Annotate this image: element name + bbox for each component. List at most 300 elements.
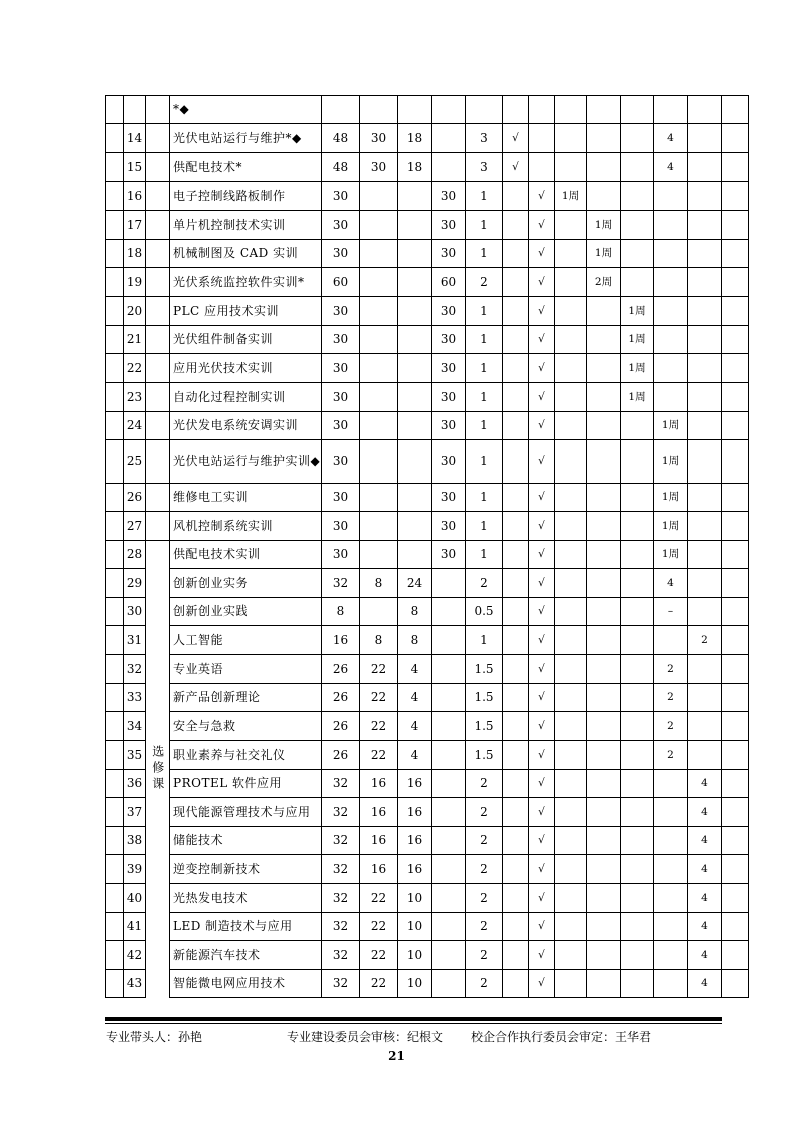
cell-s6 — [722, 655, 749, 684]
cell-s2 — [587, 684, 621, 712]
course-name: 供配电技术* — [170, 153, 322, 182]
cell-exam — [503, 855, 529, 884]
table-row — [106, 770, 749, 798]
cell-weeks: 30 — [432, 354, 466, 383]
cell-s3 — [621, 412, 654, 440]
cell-exam — [503, 569, 529, 598]
cell-s6 — [722, 712, 749, 741]
cell-check: √ — [529, 354, 555, 383]
table-row — [106, 211, 749, 240]
cell-s4 — [654, 268, 688, 297]
cell-check: √ — [529, 684, 555, 712]
cell-s3 — [621, 626, 654, 655]
cell-s2 — [587, 412, 621, 440]
cell-s2 — [587, 326, 621, 354]
cell-exam — [503, 326, 529, 354]
cell-s3 — [621, 827, 654, 855]
cell-total: 32 — [322, 941, 360, 970]
cell-s4: 1周 — [654, 412, 688, 440]
cell-practice — [398, 512, 432, 541]
footer-committee: 专业建设委员会审核：纪根文 — [287, 1030, 444, 1044]
cell-s3 — [621, 182, 654, 211]
cell-s1 — [555, 712, 587, 741]
row-number: 20 — [124, 297, 146, 326]
cell-s6 — [722, 913, 749, 941]
row-number: 14 — [124, 124, 146, 153]
cell-theory — [360, 383, 398, 412]
footer-rule-thick — [105, 1017, 722, 1021]
cell-weeks: 30 — [432, 240, 466, 268]
cell-total: 30 — [322, 326, 360, 354]
cell-s1 — [555, 798, 587, 827]
cell-s6 — [722, 941, 749, 970]
cell-total: 30 — [322, 412, 360, 440]
table-row — [106, 182, 749, 211]
cell-check: √ — [529, 741, 555, 770]
category-cell — [146, 484, 170, 512]
left-margin-cell — [106, 941, 124, 970]
cell-practice — [398, 484, 432, 512]
course-name: 职业素养与社交礼仪 — [170, 741, 322, 770]
cell-exam — [503, 655, 529, 684]
cell-weeks: 30 — [432, 512, 466, 541]
cell-credits: 2 — [466, 970, 503, 998]
cell-theory: 16 — [360, 770, 398, 798]
left-margin-cell — [106, 412, 124, 440]
cell-s1 — [555, 124, 587, 153]
table-row — [106, 512, 749, 541]
table-row — [106, 884, 749, 913]
row-number: 23 — [124, 383, 146, 412]
course-name: 创新创业实践 — [170, 598, 322, 626]
category-cell — [146, 297, 170, 326]
cell-s4 — [654, 941, 688, 970]
cell-practice — [398, 96, 432, 124]
cell-s3 — [621, 684, 654, 712]
cell-s5: 4 — [688, 798, 722, 827]
cell-s4 — [654, 383, 688, 412]
table-row — [106, 440, 749, 484]
table-row — [106, 240, 749, 268]
row-number: 15 — [124, 153, 146, 182]
cell-s5 — [688, 655, 722, 684]
cell-s5 — [688, 741, 722, 770]
cell-s4 — [654, 240, 688, 268]
table-row — [106, 626, 749, 655]
row-number: 22 — [124, 354, 146, 383]
cell-weeks — [432, 741, 466, 770]
cell-s4: 4 — [654, 153, 688, 182]
cell-credits: 2 — [466, 798, 503, 827]
cell-s6 — [722, 741, 749, 770]
cell-credits: 1 — [466, 383, 503, 412]
table-row — [106, 827, 749, 855]
cell-s1 — [555, 884, 587, 913]
cell-s1 — [555, 412, 587, 440]
cell-theory: 30 — [360, 153, 398, 182]
left-margin-cell — [106, 684, 124, 712]
cell-s6 — [722, 211, 749, 240]
cell-practice: 10 — [398, 941, 432, 970]
row-number: 21 — [124, 326, 146, 354]
cell-weeks — [432, 712, 466, 741]
cell-s3 — [621, 655, 654, 684]
cell-s2 — [587, 741, 621, 770]
cell-s4 — [654, 970, 688, 998]
cell-check: √ — [529, 512, 555, 541]
cell-s6 — [722, 440, 749, 484]
cell-exam — [503, 383, 529, 412]
cell-credits: 2 — [466, 884, 503, 913]
cell-exam — [503, 798, 529, 827]
cell-exam — [503, 884, 529, 913]
left-margin-cell — [106, 182, 124, 211]
cell-practice: 16 — [398, 770, 432, 798]
cell-total: 30 — [322, 383, 360, 412]
cell-s6 — [722, 569, 749, 598]
row-number: 38 — [124, 827, 146, 855]
cell-total: 32 — [322, 913, 360, 941]
cell-s6 — [722, 484, 749, 512]
cell-s1 — [555, 569, 587, 598]
cell-exam — [503, 96, 529, 124]
cell-s3 — [621, 569, 654, 598]
cell-check: √ — [529, 569, 555, 598]
course-name: *◆ — [170, 96, 322, 124]
cell-s1 — [555, 440, 587, 484]
row-number: 26 — [124, 484, 146, 512]
left-margin-cell — [106, 770, 124, 798]
cell-s1 — [555, 970, 587, 998]
cell-s5 — [688, 354, 722, 383]
cell-s6 — [722, 153, 749, 182]
cell-practice — [398, 326, 432, 354]
cell-practice: 16 — [398, 798, 432, 827]
cell-s4 — [654, 626, 688, 655]
table-row — [106, 541, 749, 569]
cell-total: 32 — [322, 884, 360, 913]
row-number: 34 — [124, 712, 146, 741]
cell-check: √ — [529, 970, 555, 998]
cell-check — [529, 153, 555, 182]
cell-exam — [503, 440, 529, 484]
cell-s2 — [587, 297, 621, 326]
elective-category-label: 选修课 — [146, 541, 170, 998]
cell-weeks — [432, 970, 466, 998]
cell-theory: 16 — [360, 798, 398, 827]
cell-s6 — [722, 240, 749, 268]
cell-s1 — [555, 913, 587, 941]
cell-s6 — [722, 326, 749, 354]
cell-s3 — [621, 598, 654, 626]
cell-check: √ — [529, 297, 555, 326]
category-cell — [146, 240, 170, 268]
cell-credits: 1 — [466, 541, 503, 569]
cell-s3 — [621, 855, 654, 884]
table-row — [106, 741, 749, 770]
table-row — [106, 941, 749, 970]
cell-credits: 1.5 — [466, 741, 503, 770]
cell-s3 — [621, 970, 654, 998]
cell-weeks — [432, 655, 466, 684]
cell-s2 — [587, 626, 621, 655]
cell-s4: 1周 — [654, 541, 688, 569]
cell-exam — [503, 354, 529, 383]
cell-s2 — [587, 827, 621, 855]
left-margin-cell — [106, 512, 124, 541]
cell-s2 — [587, 913, 621, 941]
cell-s2 — [587, 512, 621, 541]
cell-s6 — [722, 268, 749, 297]
table-row — [106, 484, 749, 512]
cell-weeks: 60 — [432, 268, 466, 297]
cell-s1 — [555, 855, 587, 884]
cell-s5: 2 — [688, 626, 722, 655]
table-row — [106, 598, 749, 626]
cell-practice: 16 — [398, 855, 432, 884]
cell-s2 — [587, 182, 621, 211]
cell-practice — [398, 541, 432, 569]
cell-s3 — [621, 884, 654, 913]
course-name: PROTEL 软件应用 — [170, 770, 322, 798]
cell-s5: 4 — [688, 913, 722, 941]
cell-practice — [398, 240, 432, 268]
cell-s3 — [621, 712, 654, 741]
cell-theory: 22 — [360, 741, 398, 770]
cell-total: 30 — [322, 240, 360, 268]
cell-s4: 2 — [654, 655, 688, 684]
cell-total: 30 — [322, 354, 360, 383]
cell-s3 — [621, 541, 654, 569]
cell-exam — [503, 182, 529, 211]
cell-s2 — [587, 124, 621, 153]
course-name: 光热发电技术 — [170, 884, 322, 913]
course-plan-table — [105, 95, 749, 998]
cell-exam — [503, 626, 529, 655]
cell-s1 — [555, 383, 587, 412]
cell-s1 — [555, 211, 587, 240]
cell-credits: 2 — [466, 913, 503, 941]
cell-s5 — [688, 240, 722, 268]
row-number: 43 — [124, 970, 146, 998]
cell-theory: 16 — [360, 855, 398, 884]
cell-practice: 18 — [398, 124, 432, 153]
cell-s2 — [587, 770, 621, 798]
cell-theory — [360, 326, 398, 354]
cell-s2: 1周 — [587, 211, 621, 240]
cell-practice: 4 — [398, 741, 432, 770]
left-margin-cell — [106, 884, 124, 913]
table-row — [106, 412, 749, 440]
cell-total — [322, 96, 360, 124]
left-margin-cell — [106, 598, 124, 626]
cell-weeks — [432, 569, 466, 598]
cell-theory — [360, 268, 398, 297]
cell-s6 — [722, 884, 749, 913]
course-name: 逆变控制新技术 — [170, 855, 322, 884]
cell-credits: 1 — [466, 412, 503, 440]
cell-s1 — [555, 827, 587, 855]
row-number: 42 — [124, 941, 146, 970]
course-name: 人工智能 — [170, 626, 322, 655]
cell-s3 — [621, 770, 654, 798]
cell-s1 — [555, 96, 587, 124]
cell-s2 — [587, 354, 621, 383]
table-row — [106, 96, 749, 124]
cell-s2 — [587, 569, 621, 598]
cell-check: √ — [529, 855, 555, 884]
cell-check — [529, 124, 555, 153]
cell-s1 — [555, 741, 587, 770]
cell-s4: 1周 — [654, 484, 688, 512]
cell-theory — [360, 541, 398, 569]
cell-weeks — [432, 884, 466, 913]
left-margin-cell — [106, 383, 124, 412]
cell-s3 — [621, 913, 654, 941]
row-number: 29 — [124, 569, 146, 598]
course-name: 维修电工实训 — [170, 484, 322, 512]
left-margin-cell — [106, 268, 124, 297]
cell-check: √ — [529, 798, 555, 827]
cell-s4 — [654, 913, 688, 941]
cell-theory: 16 — [360, 827, 398, 855]
course-name: 机械制图及 CAD 实训 — [170, 240, 322, 268]
cell-exam — [503, 770, 529, 798]
cell-credits: 1.5 — [466, 684, 503, 712]
table-row — [106, 354, 749, 383]
cell-s2 — [587, 884, 621, 913]
cell-credits: 1 — [466, 354, 503, 383]
cell-total: 32 — [322, 569, 360, 598]
course-name: 风机控制系统实训 — [170, 512, 322, 541]
cell-s3: 1周 — [621, 326, 654, 354]
cell-total: 48 — [322, 124, 360, 153]
cell-theory: 22 — [360, 941, 398, 970]
cell-check: √ — [529, 884, 555, 913]
category-cell — [146, 512, 170, 541]
cell-s4 — [654, 770, 688, 798]
course-name: 光伏系统监控软件实训* — [170, 268, 322, 297]
row-number: 30 — [124, 598, 146, 626]
cell-s2 — [587, 655, 621, 684]
cell-s5 — [688, 96, 722, 124]
left-margin-cell — [106, 626, 124, 655]
cell-exam — [503, 268, 529, 297]
cell-weeks — [432, 770, 466, 798]
cell-s5 — [688, 684, 722, 712]
cell-s3 — [621, 268, 654, 297]
row-number: 35 — [124, 741, 146, 770]
row-number: 16 — [124, 182, 146, 211]
cell-credits: 2 — [466, 941, 503, 970]
cell-s3 — [621, 741, 654, 770]
row-number: 27 — [124, 512, 146, 541]
cell-exam — [503, 512, 529, 541]
cell-exam — [503, 913, 529, 941]
cell-total: 30 — [322, 484, 360, 512]
table-row — [106, 970, 749, 998]
table-row — [106, 153, 749, 182]
cell-s1 — [555, 941, 587, 970]
cell-s6 — [722, 827, 749, 855]
footer-rule-thin — [105, 1023, 722, 1024]
left-margin-cell — [106, 913, 124, 941]
cell-s6 — [722, 412, 749, 440]
cell-total: 32 — [322, 770, 360, 798]
cell-theory — [360, 512, 398, 541]
cell-s2 — [587, 440, 621, 484]
cell-s6 — [722, 770, 749, 798]
cell-s4 — [654, 827, 688, 855]
cell-practice: 10 — [398, 884, 432, 913]
cell-s2: 2周 — [587, 268, 621, 297]
cell-exam — [503, 970, 529, 998]
cell-s2 — [587, 941, 621, 970]
cell-practice — [398, 354, 432, 383]
cell-weeks — [432, 684, 466, 712]
row-number: 28 — [124, 541, 146, 569]
course-name: 智能微电网应用技术 — [170, 970, 322, 998]
cell-weeks: 30 — [432, 211, 466, 240]
cell-total: 32 — [322, 855, 360, 884]
cell-credits: 3 — [466, 124, 503, 153]
cell-s5 — [688, 182, 722, 211]
row-number: 32 — [124, 655, 146, 684]
left-margin-cell — [106, 712, 124, 741]
cell-theory: 8 — [360, 569, 398, 598]
cell-s5 — [688, 326, 722, 354]
cell-s5 — [688, 383, 722, 412]
cell-total: 48 — [322, 153, 360, 182]
cell-practice — [398, 440, 432, 484]
left-margin-cell — [106, 827, 124, 855]
cell-exam — [503, 941, 529, 970]
course-name: 光伏组件制备实训 — [170, 326, 322, 354]
cell-s5 — [688, 153, 722, 182]
cell-check: √ — [529, 770, 555, 798]
left-margin-cell — [106, 970, 124, 998]
category-cell — [146, 354, 170, 383]
cell-s6 — [722, 182, 749, 211]
cell-s2 — [587, 484, 621, 512]
table-row — [106, 712, 749, 741]
cell-credits: 2 — [466, 855, 503, 884]
course-name: 自动化过程控制实训 — [170, 383, 322, 412]
cell-credits: 0.5 — [466, 598, 503, 626]
cell-s4 — [654, 354, 688, 383]
cell-s6 — [722, 855, 749, 884]
cell-s4 — [654, 798, 688, 827]
cell-s2 — [587, 96, 621, 124]
cell-total: 26 — [322, 712, 360, 741]
cell-s6 — [722, 598, 749, 626]
cell-total: 8 — [322, 598, 360, 626]
left-margin-cell — [106, 569, 124, 598]
course-name: 新产品创新理论 — [170, 684, 322, 712]
cell-s2 — [587, 153, 621, 182]
cell-weeks — [432, 913, 466, 941]
cell-exam — [503, 240, 529, 268]
cell-check: √ — [529, 440, 555, 484]
cell-s5: 4 — [688, 970, 722, 998]
cell-weeks — [432, 598, 466, 626]
cell-check: √ — [529, 598, 555, 626]
category-cell — [146, 211, 170, 240]
cell-s4: 4 — [654, 569, 688, 598]
cell-s3: 1周 — [621, 354, 654, 383]
row-number: 25 — [124, 440, 146, 484]
course-name: 储能技术 — [170, 827, 322, 855]
